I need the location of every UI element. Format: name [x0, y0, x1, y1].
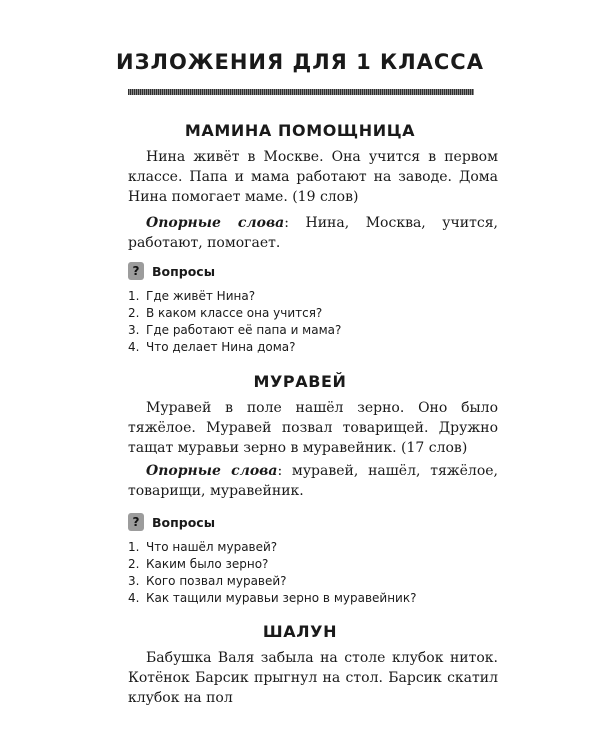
list-item: 2. В каком классе она учится? [128, 306, 323, 320]
question-icon: ? [128, 262, 144, 280]
story-title-2: МУРАВЕЙ [253, 372, 347, 391]
questions-list-2 [128, 539, 416, 607]
key-words-text: : Нина, Москва, учится, работают, помогает. [128, 215, 498, 251]
key-words-2 [128, 461, 498, 501]
list-item: 1. Где живёт Нина? [128, 289, 256, 303]
key-words-1 [128, 213, 498, 253]
story-text-1: Нина живёт в Москве. Она учится в первом классе. Папа и мама работают на заводе. Дома Нина помогает маме. (19 слов) [128, 149, 498, 205]
key-words-label: Опорные слова [146, 215, 285, 231]
list-item: 3. Где работают её папа и мама? [128, 323, 342, 337]
story-title-1: МАМИНА ПОМОЩНИЦА [184, 121, 416, 140]
list-item: 1. Что нашёл муравей? [128, 540, 278, 554]
key-words-label: Опорные слова [146, 463, 278, 479]
questions-label: Вопросы [152, 263, 216, 279]
list-item: 3. Кого позвал муравей? [128, 574, 287, 588]
questions-list-1 [128, 288, 341, 356]
list-item: 4. Что делает Нина дома? [128, 340, 296, 354]
key-words-text: : муравей, нашёл, тяжёлое, товарищи, муравейник. [128, 463, 498, 499]
title-rule [128, 89, 474, 95]
questions-header-2 [128, 512, 215, 532]
question-icon: ? [128, 513, 144, 531]
page-title: ИЗЛОЖЕНИЯ ДЛЯ 1 КЛАССА [116, 50, 484, 74]
list-item: 4. Как тащили муравьи зерно в муравейник? [128, 591, 417, 605]
story-text-3: Бабушка Валя забыла на столе клубок ниток. Котёнок Барсик прыгнул на стол. Барсик скатил клубок на пол [128, 650, 498, 706]
list-item: 2. Каким было зерно? [128, 557, 269, 571]
story-title-3: ШАЛУН [262, 622, 338, 641]
questions-label: Вопросы [152, 514, 216, 530]
story-text-2: Муравей в поле нашёл зерно. Оно было тяжёлое. Муравей позвал товарищей. Дружно тащат муравьи зерно в муравейник. (17 слов) [128, 400, 498, 456]
questions-header-1 [128, 261, 215, 281]
